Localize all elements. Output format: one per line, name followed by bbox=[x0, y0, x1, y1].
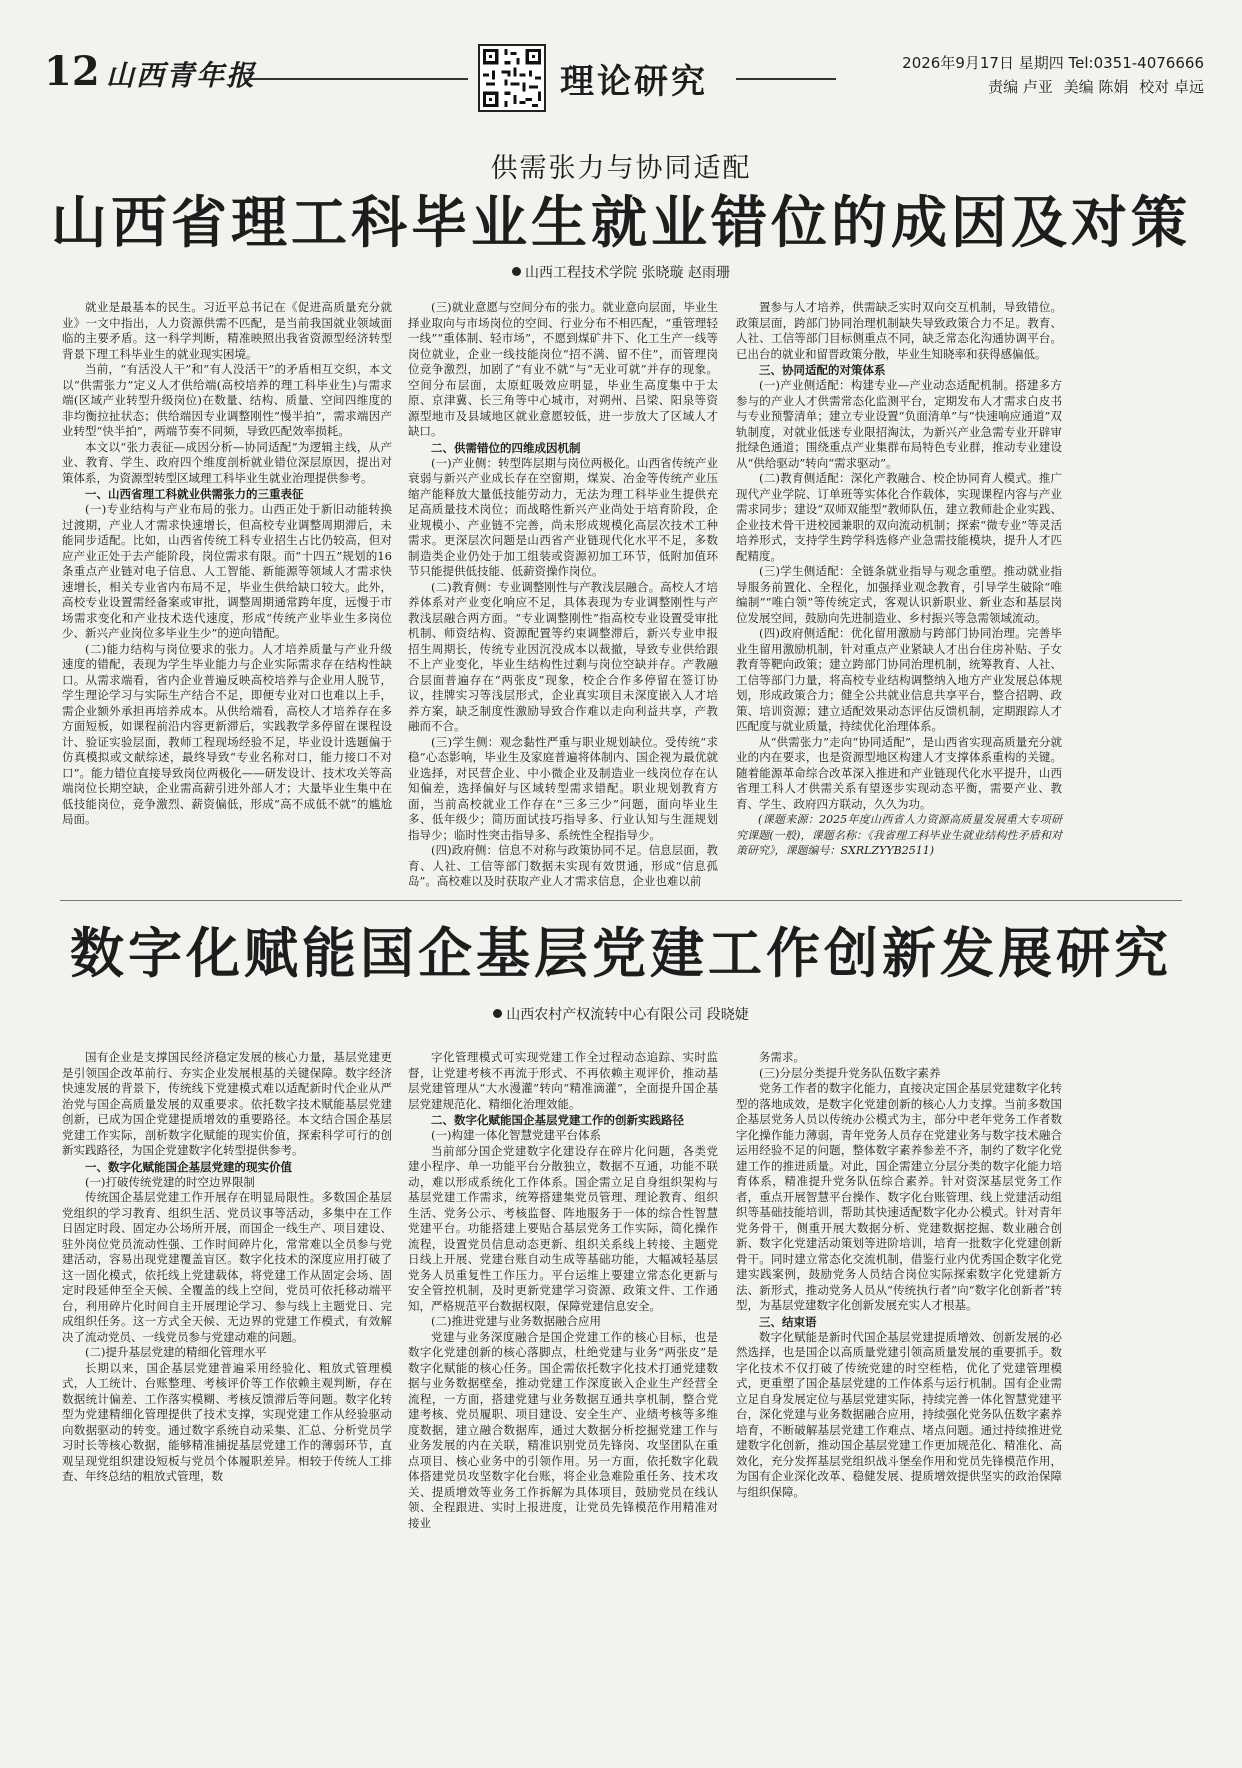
body-paragraph: (三)就业意愿与空间分布的张力。就业意向层面，毕业生择业取向与市场岗位的空间、行业分布不相匹配，“重管理轻一线”“重体制、轻市场”，不愿到煤矿井下、化工生产一线等岗位就业，企业一线技能岗位“招不满、留不住”，而管理岗位竞争激烈，加剧了“有业不就”与“无业可就”并存的现象。空间分布层面，太原虹吸效应明显，毕业生高度集中于太原、京津冀、长三角等中心城市，对朔州、吕梁、阳泉等资源型地市及县域地区就业意愿较低，进一步放大了区域人才缺口。 bbox=[408, 300, 718, 438]
art-editor-credit: 美编 陈娟 bbox=[1063, 78, 1129, 96]
body-paragraph: (二)教育侧：专业调整刚性与产教浅层融合。高校人才培养体系对产业变化响应不足，具体表现为专业调整刚性与产教浅层融合两方面。“专业调整刚性”指高校专业设置受审批机制、师资结构、资源配置等约束调整滞后，新兴专业申报招生周期长，传统专业因沉没成本以裁撤，导致专业供给跟不上产业变化，毕业生结构性过剩与岗位空缺并存。产教融合层面普遍存在“两张皮”现象，校企合作多停留在签订协议，挂牌实习等浅层形式，企业真实项目未深度嵌入人才培养方案，缺乏制度性激励导致合作难以走向利益共享，产教融而不合。 bbox=[408, 579, 718, 733]
article2-column-2 bbox=[408, 1050, 718, 1730]
article1-author: 山西工程技术学院 张晓璇 赵雨珊 bbox=[525, 265, 730, 281]
body-paragraph: (一)构建一体化智慧党建平台体系 bbox=[431, 1128, 601, 1142]
section-title: 理论研究 bbox=[560, 62, 708, 102]
section-heading: 三、结束语 bbox=[759, 1314, 817, 1329]
body-paragraph: 从“供需张力”走向“协同适配”，是山西省实现高质量充分就业的内在要求，也是资源型地区构建人才支撑体系重构的关键。随着能源革命综合改革深入推进和产业链现代化水平提升，山西省理工科人才供需关系有望逐步实现动态平衡，需要产业、教育、学生、政府四方联动，久久为功。 bbox=[736, 734, 1062, 811]
body-paragraph: 国有企业是支撑国民经济稳定发展的核心力量，基层党建更是引领国企改革前行、夯实企业发展根基的关键保障。数字经济快速发展的背景下，传统线下党建模式难以适配新时代企业从严治党与国企高质量发展的双重要求。依托数字技术赋能基层党建创新，已成为国企党建提质增效的重要路径。本文结合国企基层党建工作实际，剖析数字化赋能的现实价值，探索科学可行的创新实践路径，为国企党建数字化转型提供参考。 bbox=[62, 1050, 392, 1157]
body-paragraph: 当前，“有活没人干”和“有人没活干”的矛盾相互交织，本文以“供需张力”定义人才供给端(高校培养的理工科毕业生)与需求端(区域产业转型升级岗位)在数量、结构、质量、空间四维度的非均衡拉扯状态；供给端因专业调整刚性“慢半拍”，需求端因产业转型“快半拍”，两端节奏不同频，导致匹配效率损耗。 bbox=[62, 362, 392, 438]
qr-code-icon[interactable] bbox=[478, 44, 546, 112]
section-heading: 二、数字化赋能国企基层党建工作的创新实践路径 bbox=[431, 1113, 684, 1127]
bullet-icon bbox=[512, 267, 521, 276]
section-heading: 一、山西省理工科就业供需张力的三重表征 bbox=[85, 487, 304, 501]
article1-column-1 bbox=[62, 300, 392, 880]
editor-credit: 责编 卢亚 bbox=[988, 78, 1053, 96]
article1-column-2 bbox=[408, 300, 718, 888]
staff-credits bbox=[982, 76, 1204, 97]
masthead-rule-right bbox=[736, 78, 836, 80]
body-paragraph: (四)政府侧适配：优化留用激励与跨部门协同治理。完善毕业生留用激励机制，针对重点产业紧缺人才出台住房补贴、子女教育等靶向政策；建立跨部门协同治理机制，统筹教育、人社、工信等部门力量，将高校专业结构调整纳入地方产业发展总体规划，形成政策合力；健全公共就业信息共享平台，整合招聘、政策、培训资源；建立适配效果动态评估反馈机制，定期跟踪人才匹配度与就业质量，持续优化治理体系。 bbox=[736, 626, 1062, 733]
section-divider bbox=[60, 900, 1182, 901]
body-paragraph: (二)推进党建与业务数据融合应用 bbox=[431, 1314, 601, 1328]
issue-date: 2026年9月17日 星期四 bbox=[902, 54, 1064, 72]
body-paragraph: (二)提升基层党建的精细化管理水平 bbox=[85, 1345, 267, 1359]
issue-meta bbox=[902, 52, 1204, 73]
body-paragraph: 置参与人才培养，供需缺乏实时双向交互机制，导致错位。政策层面，跨部门协同治理机制缺失导致政策合力不足。教育、人社、工信等部门目标侧重点不同，缺乏常态化沟通协调平台。已出台的就业和留晋政策分散，毕业生知晓率和获得感偏低。 bbox=[736, 300, 1062, 361]
body-paragraph: 务需求。 bbox=[759, 1050, 805, 1064]
body-paragraph: (一)打破传统党建的时空边界限制 bbox=[85, 1174, 255, 1189]
page-number: 12 bbox=[44, 48, 100, 95]
section-heading: 二、供需错位的四维成因机制 bbox=[431, 440, 581, 455]
bullet-icon bbox=[493, 1009, 502, 1018]
article2-author: 山西农村产权流转中心有限公司 段晓婕 bbox=[506, 1007, 749, 1023]
body-paragraph: 本文以“张力表征—成因分析—协同适配”为逻辑主线，从产业、教育、学生、政府四个维度剖析就业错位深层原因，提出对策体系，为资源型转型区域理工科毕业生就业治理提供参考。 bbox=[62, 439, 392, 485]
body-paragraph: (一)产业侧：转型阵层期与岗位两极化。山西省传统产业衰弱与新兴产业成长存在空窗期，煤炭、冶金等传统产业压缩产能释放大量低技能劳动力，无法为理工科毕业生提供充足高质量技术岗位；而战略性新兴产业尚处于培育阶段，企业规模小、产业链不完善，尚未形成规模化高层次技术工种需求。更深层次问题是山西省产业链现代化水平不足，多数制造类企业仍处于加工组装或资源初加工环节，低附加值环节只能提供低技能、低薪资操作岗位。 bbox=[408, 455, 718, 578]
article2-byline bbox=[0, 1004, 1242, 1024]
body-paragraph: (三)学生侧：观念黏性严重与职业规划缺位。受传统“求稳”心态影响，毕业生及家庭普遍将体制内、国企视为最优就业选择，对民营企业、中小微企业及制造业一线岗位存在认知偏差，选择偏好与区域转型需求错配。职业规划教育方面，当前高校就业工作存在“三多三少”问题，面向毕业生多、低年级少；简历面试技巧指导多、行业认知与生涯规划指导少；临时性突击指导多、系统性全程指导少。 bbox=[408, 734, 718, 842]
body-paragraph: 传统国企基层党建工作开展存在明显局限性。多数国企基层党组织的学习教育、组织生活、党员议事等活动，多集中在工作日固定时段、固定办公场所开展，而国企一线生产、项目建设、驻外岗位党员流动性强、工作时间碎片化，常常难以全员参与党建活动，容易出现党建覆盖盲区。数字化技术的深度应用打破了这一固化模式，依托线上党建载体，将党建工作从固定会场、固定时段延伸至全天候、全覆盖的线上空间，党员可依托移动端平台，利用碎片化时间自主开展理论学习、参与线上主题党日、完成组织任务。这一方式全天候、无边界的党建工作模式，有效解决了流动党员、一线党员参与党建动难的问题。 bbox=[62, 1190, 392, 1344]
proofreader-credit: 校对 卓远 bbox=[1139, 78, 1204, 96]
body-paragraph: 当前部分国企党建数字化建设存在碎片化问题，各类党建小程序、单一功能平台分散独立，数据不互通，功能不联动，难以形成系统化工作体系。国企需立足自身组织架构与基层党建工作需求，统筹搭建集党员管理、理论教育、组织生活、党务公示、考核监督、阵地服务于一体的综合性智慧党建平台。功能搭建上要贴合基层党务工作实际，简化操作流程，设置党员信息动态更新、组织关系线上转接、主题党日线上开展、党建台账自动生成等基础功能，大幅减轻基层党务人员重复性工作压力。平台运维上要建立常态化更新与安全管控机制，及时更新党建学习资源、政策文件、工作通知，严格规范平台数据权限，保障党建信息安全。 bbox=[408, 1143, 718, 1313]
masthead bbox=[44, 44, 1204, 104]
body-paragraph: (三)分层分类提升党务队伍数字素养 bbox=[759, 1065, 941, 1080]
body-paragraph: (一)专业结构与产业布局的张力。山西正处于新旧动能转换过渡期，产业人才需求快速增长，但高校专业调整周期滞后，未能同步适配。比如，山西省传统工科专业招生占比仍较高，但对应产业正处于去产能阶段，岗位需求有限。而“十四五”规划的16条重点产业链对电子信息、人工智能、新能源等领域人才需求快速增长，相关专业省内布局不足，毕业生供给缺口较大。此外，高校专业设置需经备案或审批，调整周期通常跨年度，远慢于市场需求变化和产业技术迭代速度，形成“传统产业毕业生多岗位少、新兴产业岗位多毕业生少”的逆向错配。 bbox=[62, 502, 392, 640]
body-paragraph: 数字化赋能是新时代国企基层党建提质增效、创新发展的必然选择，也是国企以高质量党建引领高质量发展的重要抓手。数字化技术不仅打破了传统党建的时空桎梏，优化了党建管理模式，更重塑了国企基层党建的工作体系与运行机制。国有企业需立足自身发展定位与基层党建实际，持续完善一体化智慧党建平台，深化党建与业务数据融合应用，持续强化党务队伍数字素养培育，不断破解基层党建工作难点、堵点问题。通过持续推进党建数字化创新，推动国企基层党建工作更加规范化、精准化、高效化，充分发挥基层党组织战斗堡垒作用和党员先锋模范作用，为国有企业深化改革、稳健发展、提质增效提供坚实的政治保障与组织保障。 bbox=[736, 1329, 1062, 1499]
article1-column-3 bbox=[736, 300, 1062, 880]
body-paragraph: 字化管理模式可实现党建工作全过程动态追踪、实时监督，让党建考核不再流于形式、不再依赖主观评价，推动基层党建管理从“大水漫灌”转向“精准滴灌”，全面提升国企基层党建规范化、精细化治理效能。 bbox=[408, 1050, 718, 1111]
article1-byline bbox=[0, 262, 1242, 282]
masthead-rule-left bbox=[244, 78, 468, 80]
paper-logo: 山西青年报 bbox=[106, 59, 257, 92]
article2-title: 数字化赋能国企基层党建工作创新发展研究 bbox=[70, 921, 1172, 985]
body-paragraph: (一)产业侧适配：构建专业—产业动态适配机制。搭建多方参与的产业人才供需常态化监测平台，定期发布人才需求白皮书与专业预警清单；建立专业设置“负面清单”与“快速响应通道”双轨制度，对就业低迷专业限招淘汰，为新兴产业急需专业开辟审批绿色通道；围绕重点产业集群布局特色专业群，推动专业建设从“供给驱动”转向“需求驱动”。 bbox=[736, 378, 1062, 470]
body-paragraph: (四)政府侧：信息不对称与政策协同不足。信息层面，教育、人社、工信等部门数据未实现有效贯通，形成“信息孤岛”。高校难以及时获取产业人才需求信息，企业也难以前 bbox=[408, 843, 718, 888]
section-heading: 一、数字化赋能国企基层党建的现实价值 bbox=[85, 1159, 292, 1174]
section-heading: 三、协同适配的对策体系 bbox=[759, 363, 886, 377]
body-paragraph: (三)学生侧适配：全链条就业指导与观念重塑。推动就业指导服务前置化、全程化，加强择业观念教育，引导学生破除“唯编制”“唯白领”等传统定式，客观认识新职业、新业态和基层岗位发展空间，鼓励向先进制造业、乡村振兴等急需领域流动。 bbox=[736, 564, 1062, 625]
body-paragraph: 就业是最基本的民生。习近平总书记在《促进高质量充分就业》一文中指出，人力资源供需不匹配，是当前我国就业领域面临的主要矛盾。这一科学判断，精准映照出我省资源型经济转型背景下理工科毕业生的就业现实困境。 bbox=[62, 300, 392, 361]
article1-title: 山西省理工科毕业生就业错位的成因及对策 bbox=[51, 190, 1191, 256]
article2-column-3 bbox=[736, 1050, 1062, 1730]
issue-tel: Tel:0351-4076666 bbox=[1068, 54, 1204, 72]
body-paragraph: (二)能力结构与岗位要求的张力。人才培养质量与产业升级速度的错配，表现为学生毕业能力与企业实际需求存在结构性缺口。从需求端看，省内企业普遍反映高校培养与企业用人脱节，学生理论学习与实际生产结合不足，即便专业对口也难以上手，需企业额外承担再培养成本。从供给端看，高校人才培养存在多方面短板，如课程前沿内容更新滞后，实践教学多停留在课程设计、验证实验层面，教师工程现场经验不足，毕业设计选题偏于仿真模拟或文献综述，最终导致“专业名称对口，能力接口不对口”。能力错位直接导致岗位两极化——研发设计、技术攻关等高端岗位长期空缺，企业需高薪引进外部人才；大量毕业生集中在低技能岗位，竞争激烈、薪资偏低，形成“高不成低不就”的尴尬局面。 bbox=[62, 641, 392, 826]
body-paragraph: 党务工作者的数字化能力，直接决定国企基层党建数字化转型的落地成效，是数字化党建创新的核心人力支撑。当前多数国企基层党务人员以传统办公模式为主，部分中老年党务工作者数字化操作能力薄弱，青年党务人员存在党建业务与数字技术融合运用经验不足的问题，整体数字素养参差不齐，制约了数字化党建工作的推进质量。对此，国企需建立分层分类的数字化能力培育体系，精准提升党务队伍综合素养。针对资深基层党务工作者，重点开展智慧平台操作、数字化台账管理、线上党建活动组织等基础技能培训，帮助其快速适配数字化办公模式。针对青年党务骨干，侧重开展大数据分析、党建数据挖掘、数业融合创新、数字化党建活动策划等进阶培训，培育一批数字化党建创新骨干。同时建立常态化交流机制，借鉴行业内优秀国企数字化党建实践案例，鼓励党务人员结合岗位实际探索数字化党建新方法、新形式，推动党务人员从“传统执行者”向“数字化创新者”转型，为基层党建数字化创新发展充实人才根基。 bbox=[736, 1081, 1062, 1312]
funding-note: (课题来源：2025年度山西省人力资源高质量发展重大专项研究课题(一般)，课题名称：《我省理工科毕业生就业结构性矛盾和对策研究》，课题编号：SXRLZYYB2511) bbox=[736, 813, 1062, 857]
body-paragraph: 党建与业务深度融合是国企党建工作的核心目标，也是数字化党建创新的核心落脚点，杜绝党建与业务“两张皮”是数字化赋能的核心任务。国企需依托数字化技术打通党建数据与业务数据壁垒，推动党建工作深度嵌入企业生产经营全流程，一方面，搭建党建与业务数据互通共享机制，整合党建考核、党员履职、项目建设、安全生产、业绩考核等多维度数据，建立融合数据库，通过大数据分析挖掘党建工作与业务发展的内在关联，精准识别党员先锋岗、攻坚团队在重点项目、核心业务中的引领作用。另一方面，依托数字化载体搭建党员攻坚数字化台账，将企业急难险重任务、技术攻关、提质增效等业务工作拆解为具体项目，鼓励党员在线认领、全程跟进、实时上报进度，让党员先锋模范作用精准对接业 bbox=[408, 1329, 718, 1530]
article2-column-1 bbox=[62, 1050, 392, 1730]
body-paragraph: 长期以来，国企基层党建普遍采用经验化、粗放式管理模式，人工统计、台账整理、考核评价等工作依赖主观判断，存在数据统计偏差、工作落实模糊、考核反馈滞后等问题。数字化转型为党建精细化管理提供了技术支撑，实现党建工作从经验驱动向数据驱动的转变。通过数字系统自动采集、汇总、分析党员学习时长等核心数据，能够精准捕捉基层党建工作的薄弱环节，直观呈现党组织建设短板与党员个体履职差异。相较于传统人工排查、年终总结的粗放式管理，数 bbox=[62, 1360, 392, 1483]
article1-kicker: 供需张力与协同适配 bbox=[490, 153, 752, 184]
body-paragraph: (二)教育侧适配：深化产教融合、校企协同育人模式。推广现代产业学院、订单班等实体化合作载体，实现课程内容与产业需求同步；建设“双师双能型”教师队伍，建立教师赴企业实践、企业技术骨干进校园兼职的双向流动机制；探索“微专业”等灵活培养形式，支持学生跨学科选修产业急需技能模块，提升人才匹配精度。 bbox=[736, 471, 1062, 563]
